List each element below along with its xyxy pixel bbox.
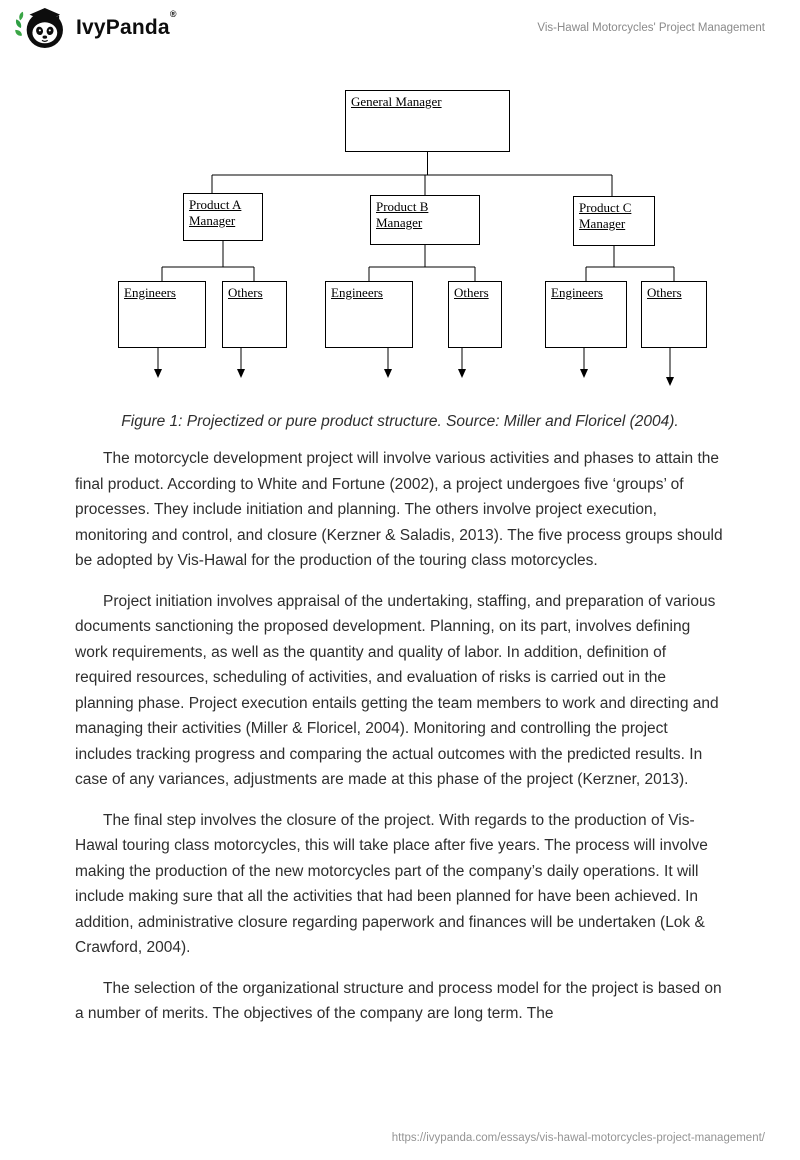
ivypanda-logo-icon — [14, 7, 68, 49]
org-box-label: General Manager — [351, 94, 442, 109]
paragraph-3: The final step involves the closure of the project. With regards to the production of Vis-Hawal touring class motorcycles, this will take place after five years. The process will involve making the production of the new motorcycles part of the company’s daily operations. It will include making sure that all the activities that had been planned for have been achieved. In addition, administrative closure regarding paperwork and finances will be undertaken (Lok & Crawford, 2004). — [75, 811, 708, 956]
org-box-label: Engineers — [124, 285, 176, 300]
org-box-engineers-b — [325, 281, 413, 348]
arrow-down-icon — [458, 369, 466, 378]
arrow-down-icon — [154, 369, 162, 378]
org-box-engineers-a — [118, 281, 206, 348]
org-box-label: Product C Manager — [579, 200, 632, 231]
org-box-label: Product A Manager — [189, 197, 242, 228]
arrow-down-icon — [580, 369, 588, 378]
paragraph-1: The motorcycle development project will involve various activities and phases to attain the final product. According to White and Fortune (2002), a project undergoes five ‘groups’ of processes. They include initiation and planning. The others involve project execution, monitoring and control, and closure (Kerzner & Saladis, 2013). The five process groups should be adopted by Vis-Hawal for the production of the touring class motorcycles. — [75, 450, 723, 569]
org-chart — [0, 85, 800, 395]
brand-name: IvyPanda — [76, 16, 170, 39]
arrow-down-icon — [237, 369, 245, 378]
site-header — [0, 0, 800, 48]
arrow-down-icon — [384, 369, 392, 378]
org-box-label: Others — [228, 285, 263, 300]
brand[interactable] — [14, 7, 176, 49]
org-box-product-b-manager — [370, 195, 480, 245]
org-box-others-b — [448, 281, 502, 348]
registered-mark: ® — [169, 9, 177, 19]
org-box-others-c — [641, 281, 707, 348]
arrow-down-icon — [666, 377, 674, 386]
org-box-product-a-manager — [183, 193, 263, 241]
org-box-label: Product B Manager — [376, 199, 429, 230]
document-title: Vis-Hawal Motorcycles' Project Management — [537, 22, 765, 34]
paragraph-4: The selection of the organizational structure and process model for the project is based on a number of merits. The objectives of the company are long term. The — [75, 979, 722, 1022]
org-box-label: Others — [454, 285, 489, 300]
org-box-product-c-manager — [573, 196, 655, 246]
figure-caption: Figure 1: Projectized or pure product structure. Source: Miller and Floricel (2004). — [121, 413, 679, 430]
org-box-others-a — [222, 281, 287, 348]
org-box-label: Engineers — [551, 285, 603, 300]
paragraph-2: Project initiation involves appraisal of the undertaking, staffing, and preparation of various documents sanctioning the proposed development. Planning, on its part, involves defining work requirements, as well as the quantity and quality of labor. In addition, definition of required resources, scheduling of activities, and evaluation of risks is carried out in the planning phase. Project execution entails getting the team members to work and directing and managing their activities (Miller & Floricel, 2004). Monitoring and controlling the project includes tracking progress and comparing the actual outcomes with the predicted results. In case of any variances, adjustments are made at this phase of the project (Kerzner, 2013). — [75, 592, 719, 788]
org-box-label: Others — [647, 285, 682, 300]
org-box-general-manager — [345, 90, 510, 152]
org-box-label: Engineers — [331, 285, 383, 300]
footer-url: https://ivypanda.com/essays/vis-hawal-motorcycles-project-management/ — [391, 1132, 765, 1144]
article-body — [75, 413, 725, 1027]
org-box-engineers-c — [545, 281, 627, 348]
